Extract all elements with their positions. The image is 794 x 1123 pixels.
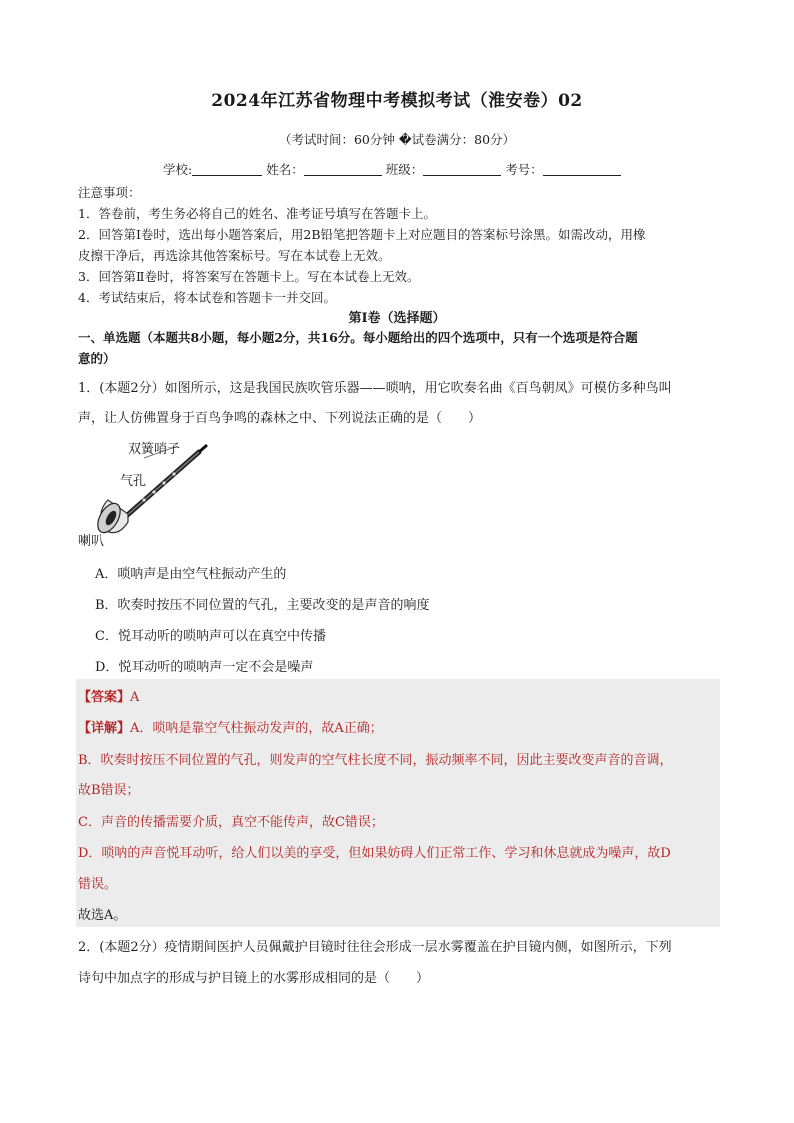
answer-key: 【答案】: [78, 690, 131, 705]
notice-item: 皮擦干净后，再选涂其他答案标号。写在本试卷上无效。: [78, 248, 391, 263]
answer-value: A: [130, 690, 140, 705]
part-intro: 一、单选题（本题共8小题，每小题2分，共16分。每小题给出的四个选项中，只有一个选项是符合题: [78, 330, 638, 345]
notice-item: 3．回答第Ⅱ卷时，将答案写在答题卡上。写在本试卷上无效。: [78, 269, 420, 284]
notice-item: 4．考试结束后，将本试卷和答题卡一并交回。: [78, 290, 336, 305]
option-a[interactable]: A．唢呐声是由空气柱振动产生的: [95, 567, 287, 582]
class-label: 班级：: [385, 162, 424, 177]
detail-line: [78, 717, 383, 736]
detail-text: A．唢呐是靠空气柱振动发声的，故A正确；: [130, 721, 383, 736]
part-intro-cont: 意的）: [78, 351, 116, 366]
notice-item: 1．答卷前，考生务必将自己的姓名、准考证号填写在答题卡上。: [78, 206, 436, 221]
detail-text: C．声音的传播需要介质，真空不能传声，故C错误；: [78, 815, 384, 830]
student-info-fields: [163, 160, 621, 178]
school-label: 学校:: [163, 162, 193, 177]
question-2-text: 2．(本题2分）疫情期间医护人员佩戴护目镜时往往会形成一层水雾覆盖在护目镜内侧，如图所示，下列: [78, 940, 672, 955]
exam-number-blank[interactable]: [543, 162, 621, 176]
exam-title: 2024年江苏省物理中考模拟考试（淮安卷）02: [211, 91, 583, 111]
detail-key: 【详解】: [78, 721, 131, 736]
detail-conclusion: 故选A。: [78, 908, 127, 923]
section-title: 第Ⅰ卷（选择题）: [348, 311, 446, 326]
reed-label: 双簧哨子: [128, 442, 181, 457]
air-hole-label: 气孔: [120, 474, 147, 489]
suona-figure: [78, 430, 218, 550]
detail-text: 故B错误；: [78, 783, 140, 798]
option-b[interactable]: B．吹奏时按压不同位置的气孔，主要改变的是声音的响度: [95, 598, 430, 613]
answer-line: [78, 686, 139, 705]
exam-number-label: 考号：: [505, 162, 543, 177]
detail-text: B．吹奏时按压不同位置的气孔，则发声的空气柱长度不同，振动频率不同，因此主要改变声音的音调，: [78, 753, 673, 768]
notice-title: 注意事项：: [78, 185, 141, 200]
question-1-text-cont: 声，让人仿佛置身于百鸟争鸣的森林之中、下列说法正确的是（ ）: [78, 411, 482, 426]
class-blank[interactable]: [423, 162, 501, 176]
name-label: 姓名：: [266, 162, 304, 177]
exam-subtitle: （考试时间：60分钟 �试卷满分：80分）: [278, 132, 516, 147]
horn-label: 喇叭: [78, 534, 105, 549]
school-blank[interactable]: [192, 162, 262, 176]
question-1-text: 1．(本题2分）如图所示，这是我国民族吹管乐器——唢呐，用它吹奏名曲《百鸟朝凤》可模仿多种鸟叫: [78, 381, 672, 396]
notice-item: 2．回答第Ⅰ卷时，选出每小题答案后，用2B铅笔把答题卡上对应题目的答案标号涂黑。如需改动，用橡: [78, 227, 646, 242]
option-c[interactable]: C．悦耳动听的唢呐声可以在真空中传播: [95, 629, 326, 644]
question-2-text-cont: 诗句中加点字的形成与护目镜上的水雾形成相同的是（ ）: [78, 971, 430, 986]
option-d[interactable]: D．悦耳动听的唢呐声一定不会是噪声: [95, 660, 314, 675]
detail-text: 错误。: [78, 877, 118, 892]
name-blank[interactable]: [304, 162, 382, 176]
detail-text: D．唢呐的声音悦耳动听，给人们以美的享受，但如果妨碍人们正常工作、学习和休息就成为噪声，故D: [78, 846, 671, 861]
